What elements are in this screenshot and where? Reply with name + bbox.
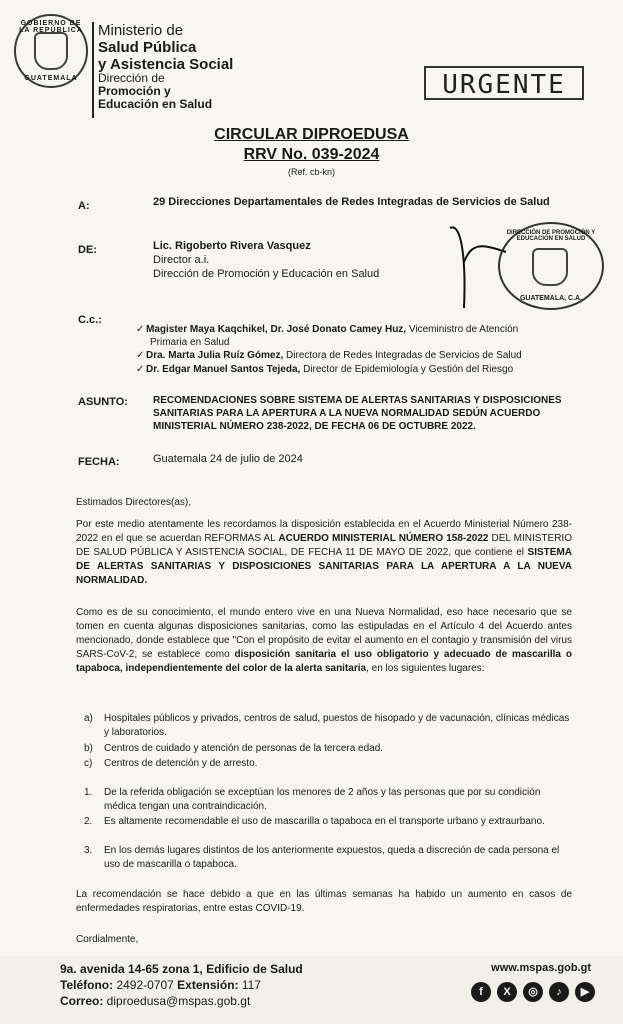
- from-title: Director a.i.: [153, 254, 210, 266]
- check-icon: ✓: [136, 324, 145, 335]
- list-item: c) Centros de detención y de arresto.: [84, 758, 258, 769]
- paragraph-1: Por este medio atentamente les recordamos la disposición establecida en el Acuerdo Ministerial Número 238-2022 en el que se acuerdan REFORMAS AL ACUERDO MINISTERIAL NÚMERO 158-2022 DEL MINISTERIO DE SALUD PÚBLICA Y ASISTENCIA SOCIAL, DE FECHA 11 DE MAYO DE 2022, que contiene el SISTEMA DE ALERTAS SANITARIAS Y DISPOSICIONES SANITARIAS PARA LA APERTURA A LA NUEVA NORMALIDAD.: [76, 519, 572, 586]
- from-unit: Dirección de Promoción y Educación en Salud: [153, 268, 380, 280]
- cc-item: ✓ Dra. Marta Julia Ruíz Gómez, Directora de Redes Integradas de Servicios de Salud: [136, 350, 522, 361]
- footer-address: 9a. avenida 14-65 zona 1, Edificio de Salud: [60, 962, 303, 976]
- list-item: a) Hospitales públicos y privados, centros de salud, puestos de hisopado y de vacunación, clínicas médicas y laboratorios.: [84, 713, 570, 738]
- closing: Cordialmente,: [76, 934, 139, 945]
- list-item: b) Centros de cuidado y atención de personas de la tercera edad.: [84, 743, 384, 754]
- to-value: 29 Direcciones Departamentales de Redes Integradas de Servicios de Salud: [153, 196, 550, 208]
- direction-name: [98, 72, 212, 111]
- date-label: FECHA:: [78, 456, 120, 468]
- from-label: DE:: [78, 244, 97, 256]
- subject-label: ASUNTO:: [78, 396, 128, 408]
- ministry-name: [98, 22, 233, 73]
- x-icon[interactable]: X: [497, 982, 517, 1002]
- header-divider: [92, 22, 94, 118]
- date-value: Guatemala 24 de julio de 2024: [153, 453, 303, 465]
- reference-code: (Ref. cb-kn): [287, 167, 335, 177]
- cc-item-continued: Primaria en Salud: [150, 337, 230, 348]
- stamp-emblem-icon: [532, 248, 568, 286]
- seal-bottom-text: GUATEMALA: [24, 75, 78, 82]
- direction-line3: Educación en Salud: [98, 97, 213, 111]
- cc-item: ✓ Dr. Edgar Manuel Santos Tejeda, Director de Epidemiología y Gestión del Riesgo: [136, 364, 514, 375]
- list-item: 3. En los demás lugares distintos de los anteriormente expuestos, queda a discreción de cada persona el uso de mascarilla o tapaboca.: [84, 845, 560, 870]
- to-label: A:: [78, 200, 90, 212]
- subject-text: RECOMENDACIONES SOBRE SISTEMA DE ALERTAS SANITARIAS Y DISPOSICIONES SANITARIAS PARA LA APERTURA A LA NUEVA NORMALIDAD SEDÚN ACUERDO MINISTERIAL NÚMERO 238-2022, DE FECHA 06 DE OCTUBRE 2022.: [153, 395, 562, 432]
- facebook-icon[interactable]: f: [471, 982, 491, 1002]
- urgent-stamp: URGENTE: [424, 66, 584, 100]
- youtube-icon[interactable]: ▶: [575, 982, 595, 1002]
- direction-line2: Promoción y: [98, 84, 171, 98]
- paragraph-2: Como es de su conocimiento, el mundo entero vive en una Nueva Normalidad, eso hace necesario que se tomen en cuenta algunas disposiciones sanitarias, como las estipuladas en el Artículo 4 del Acuerdo antes mencionado, donde establece que "Con el propósito de evitar el aumento en el contagio y transmisión del virus SARS-CoV-2, se establece como disposición sanitaria el uso obligatorio y adecuado de mascarilla o tapaboca, independientemente del color de la alerta sanitaria, en los siguientes lugares:: [76, 607, 572, 674]
- cc-item: ✓ Magister Maya Kaqchikel, Dr. José Donato Camey Huz, Viceministro de Atención: [136, 324, 519, 335]
- ministry-line2: Salud Pública: [98, 39, 197, 56]
- footer-website[interactable]: www.mspas.gob.gt: [491, 962, 591, 974]
- seal-top-text: GOBIERNO DE LA REPÚBLICA: [19, 20, 83, 34]
- list-item: 1. De la referida obligación se exceptúan los menores de 2 años y las personas que por su condición médica tengan una contraindicación.: [84, 787, 541, 812]
- greeting: Estimados Directores(as),: [76, 497, 192, 508]
- circular-title: CIRCULAR DIPROEDUSA: [214, 126, 409, 143]
- list-item: 2. Es altamente recomendable el uso de mascarilla o tapaboca en el transporte urbano y extraurbano.: [84, 816, 545, 827]
- official-stamp: [498, 222, 604, 310]
- stamp-bottom-text: GUATEMALA, C.A.: [519, 295, 583, 302]
- circular-number: RRV No. 039-2024: [243, 146, 380, 163]
- footer-email: Correo: diproedusa@mspas.gob.gt: [60, 994, 251, 1008]
- social-links: [471, 982, 595, 1002]
- coat-of-arms-icon: [34, 32, 68, 70]
- paragraph-3: La recomendación se hace debido a que en las últimas semanas ha habido un aumento en casos de enfermedades respiratorias, entre estas COVID-19.: [76, 889, 572, 914]
- from-name: Lic. Rigoberto Rivera Vasquez: [153, 240, 311, 252]
- stamp-top-text: DIRECCIÓN DE PROMOCIÓN Y EDUCACIÓN EN SALUD: [506, 230, 596, 242]
- ministry-line1: Ministerio de: [98, 22, 184, 39]
- tiktok-icon[interactable]: ♪: [549, 982, 569, 1002]
- check-icon: ✓: [136, 364, 145, 375]
- check-icon: ✓: [136, 350, 145, 361]
- ministry-line3: y Asistencia Social: [98, 56, 234, 73]
- instagram-icon[interactable]: ◎: [523, 982, 543, 1002]
- footer-phone: Teléfono: 2492-0707 Extensión: 117: [60, 978, 261, 992]
- guatemala-seal-logo: [14, 14, 88, 88]
- direction-line1: Dirección de: [98, 71, 165, 85]
- cc-label: C.c.:: [78, 314, 102, 326]
